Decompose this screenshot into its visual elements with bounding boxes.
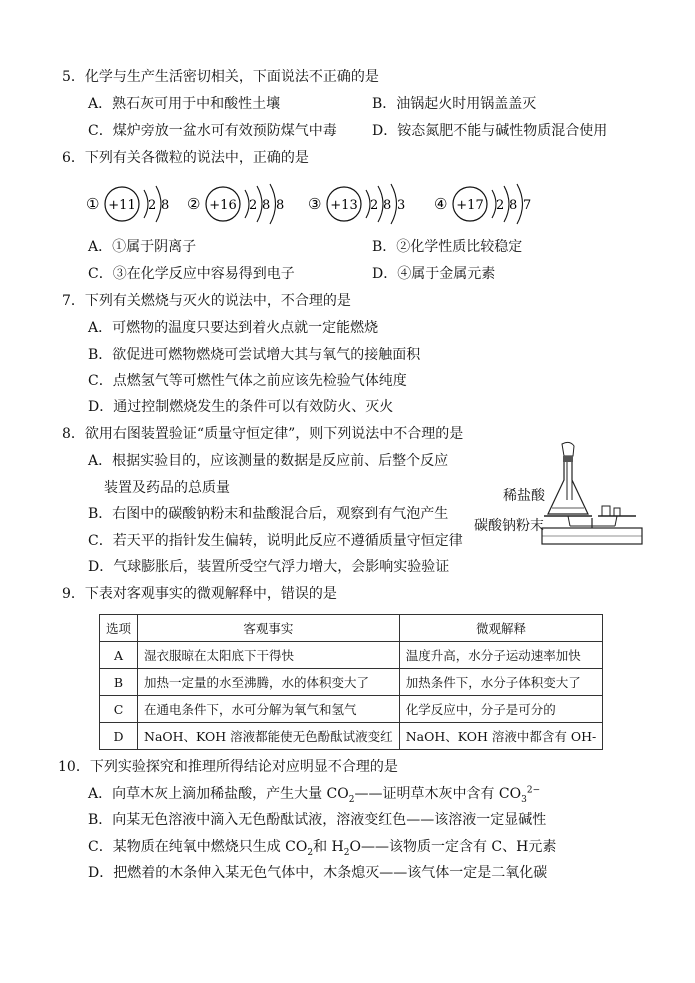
table-cell-explanation: 化学反应中，分子是可分的 <box>399 696 603 723</box>
atom-2-shell-3-count: 8 <box>276 198 285 213</box>
q8-option-c: C．若天平的指针发生偏转，说明此反应不遵循质量守恒定律 <box>88 533 463 549</box>
table-row <box>100 696 603 723</box>
atom-2-number: ② <box>187 195 201 213</box>
atom-4-shell-3 <box>517 184 523 224</box>
q5-stem: 5．化学与生产生活密切相关，下面说法不正确的是 <box>62 69 379 85</box>
table-header-row <box>100 615 603 642</box>
atom-diagram-1 <box>86 186 169 222</box>
table-cell-option: B <box>100 669 138 696</box>
q8-stem: 8．欲用右图装置验证“质量守恒定律”，则下列说法中不合理的是 <box>62 426 464 442</box>
table-cell-option: D <box>100 723 138 750</box>
q10-option-b: B．向某无色溶液中滴入无色酚酞试液，溶液变红色——该溶液一定显碱性 <box>88 812 547 828</box>
table-cell-explanation: 加热条件下，水分子体积变大了 <box>399 669 603 696</box>
atom-3-charge: +13 <box>330 198 358 213</box>
weight-1 <box>602 506 610 516</box>
q8-option-d: D．气球膨胀后，装置所受空气浮力增大，会影响实验验证 <box>88 559 450 575</box>
table-header-explanation: 微观解释 <box>399 615 603 642</box>
table-cell-option: C <box>100 696 138 723</box>
atom-1-shell-2-count: 8 <box>161 198 170 213</box>
table-cell-fact: 湿衣服晾在太阳底下干得快 <box>138 642 400 669</box>
weight-2 <box>614 508 620 516</box>
balloon <box>562 442 574 456</box>
stopper <box>563 456 573 462</box>
q10-option-a: A．向草木灰上滴加稀盐酸，产生大量 $CO_2——$证明草木灰中含有 $CO_3^{2-}$ <box>88 785 541 805</box>
atom-1-number: ① <box>86 195 100 213</box>
table-header-fact: 客观事实 <box>138 615 400 642</box>
q10-option-d: D．把燃着的木条伸入某无色气体中，木条熄灭——该气体一定是二氧化碳 <box>88 865 548 881</box>
atom-3-shell-3-count: 3 <box>397 198 406 213</box>
conical-flask <box>548 462 588 514</box>
q5-option-c: C．煤炉旁放一盆水可有效预防煤气中毒 <box>88 123 337 139</box>
apparatus-label-powder: 碳酸钠粉末 <box>474 518 544 534</box>
q10-stem: 10．下列实验探究和推理所得结论对应明显不合理的是 <box>58 759 398 775</box>
q7-option-a: A．可燃物的温度只要达到着火点就一定能燃烧 <box>88 320 379 336</box>
atom-3-number: ③ <box>308 195 322 213</box>
atom-diagram-3 <box>308 184 405 224</box>
table-cell-fact: NaOH、KOH 溶液都能使无色酚酞试液变红 <box>138 723 400 750</box>
atom-1-shell-1-count: 2 <box>148 198 157 213</box>
table-cell-fact: 加热一定量的水至沸腾，水的体积变大了 <box>138 669 400 696</box>
q7-option-c: C．点燃氢气等可燃性气体之前应该先检验气体纯度 <box>88 373 407 389</box>
atom-4-charge: +17 <box>456 198 484 213</box>
atom-4-shell-3-count: 7 <box>523 198 532 213</box>
table-row <box>100 669 603 696</box>
q6-option-d: D．④属于金属元素 <box>372 266 496 282</box>
atom-4-shell-1-count: 2 <box>496 198 505 213</box>
atom-4-number: ④ <box>434 195 448 213</box>
q8-option-a-line2: 装置及药品的总质量 <box>104 480 230 496</box>
atom-diagram-2 <box>187 184 284 224</box>
atom-3-shell-1-count: 2 <box>370 198 379 213</box>
q9-table <box>99 614 603 750</box>
q8-option-b: B．右图中的碳酸钠粉末和盐酸混合后，观察到有气泡产生 <box>88 506 449 522</box>
q9-stem: 9．下表对客观事实的微观解释中，错误的是 <box>62 586 337 602</box>
q6-option-b: B．②化学性质比较稳定 <box>372 239 523 255</box>
table-row <box>100 642 603 669</box>
atom-1-charge: +11 <box>108 198 136 213</box>
q6-stem: 6．下列有关各微粒的说法中，正确的是 <box>62 150 309 166</box>
q6-option-c: C．③在化学反应中容易得到电子 <box>88 266 295 282</box>
atom-diagram-4 <box>434 184 531 224</box>
table-cell-explanation: 温度升高，水分子运动速率加快 <box>399 642 603 669</box>
atom-2-shell-3 <box>270 184 276 224</box>
atom-2-shell-2-count: 8 <box>262 198 271 213</box>
q5-option-b: B．油锅起火时用锅盖盖灭 <box>372 96 537 112</box>
atom-2-shell-1-count: 2 <box>249 198 258 213</box>
table-header-option: 选项 <box>100 615 138 642</box>
atom-3-shell-2-count: 8 <box>383 198 392 213</box>
atom-2-charge: +16 <box>209 198 237 213</box>
table-cell-explanation: NaOH、KOH 溶液中都含有 OH- <box>399 723 603 750</box>
atom-4-shell-2-count: 8 <box>509 198 518 213</box>
table-cell-fact: 在通电条件下，水可分解为氧气和氢气 <box>138 696 400 723</box>
balance-apparatus-figure <box>540 440 660 555</box>
atom-structure-diagrams <box>84 182 644 226</box>
q7-option-b: B．欲促进可燃物燃烧可尝试增大其与氧气的接触面积 <box>88 347 421 363</box>
q6-option-a: A．①属于阴离子 <box>88 239 197 255</box>
q8-option-a-line1: A．根据实验目的，应该测量的数据是反应前、后整个反应 <box>88 453 449 469</box>
q5-option-d: D．铵态氮肥不能与碱性物质混合使用 <box>372 123 608 139</box>
atom-3-shell-3 <box>391 184 397 224</box>
q10-option-c: C．某物质在纯氧中燃烧只生成 $CO_2$和 $H_2O——$该物质一定含有 C、H元素 <box>88 839 557 858</box>
table-cell-option: A <box>100 642 138 669</box>
q7-stem: 7．下列有关燃烧与灭火的说法中，不合理的是 <box>62 293 351 309</box>
table-row <box>100 723 603 750</box>
q7-option-d: D．通过控制燃烧发生的条件可以有效防火、灭火 <box>88 399 394 415</box>
q5-option-a: A．熟石灰可用于中和酸性土壤 <box>88 96 281 112</box>
apparatus-label-acid: 稀盐酸 <box>503 488 545 504</box>
